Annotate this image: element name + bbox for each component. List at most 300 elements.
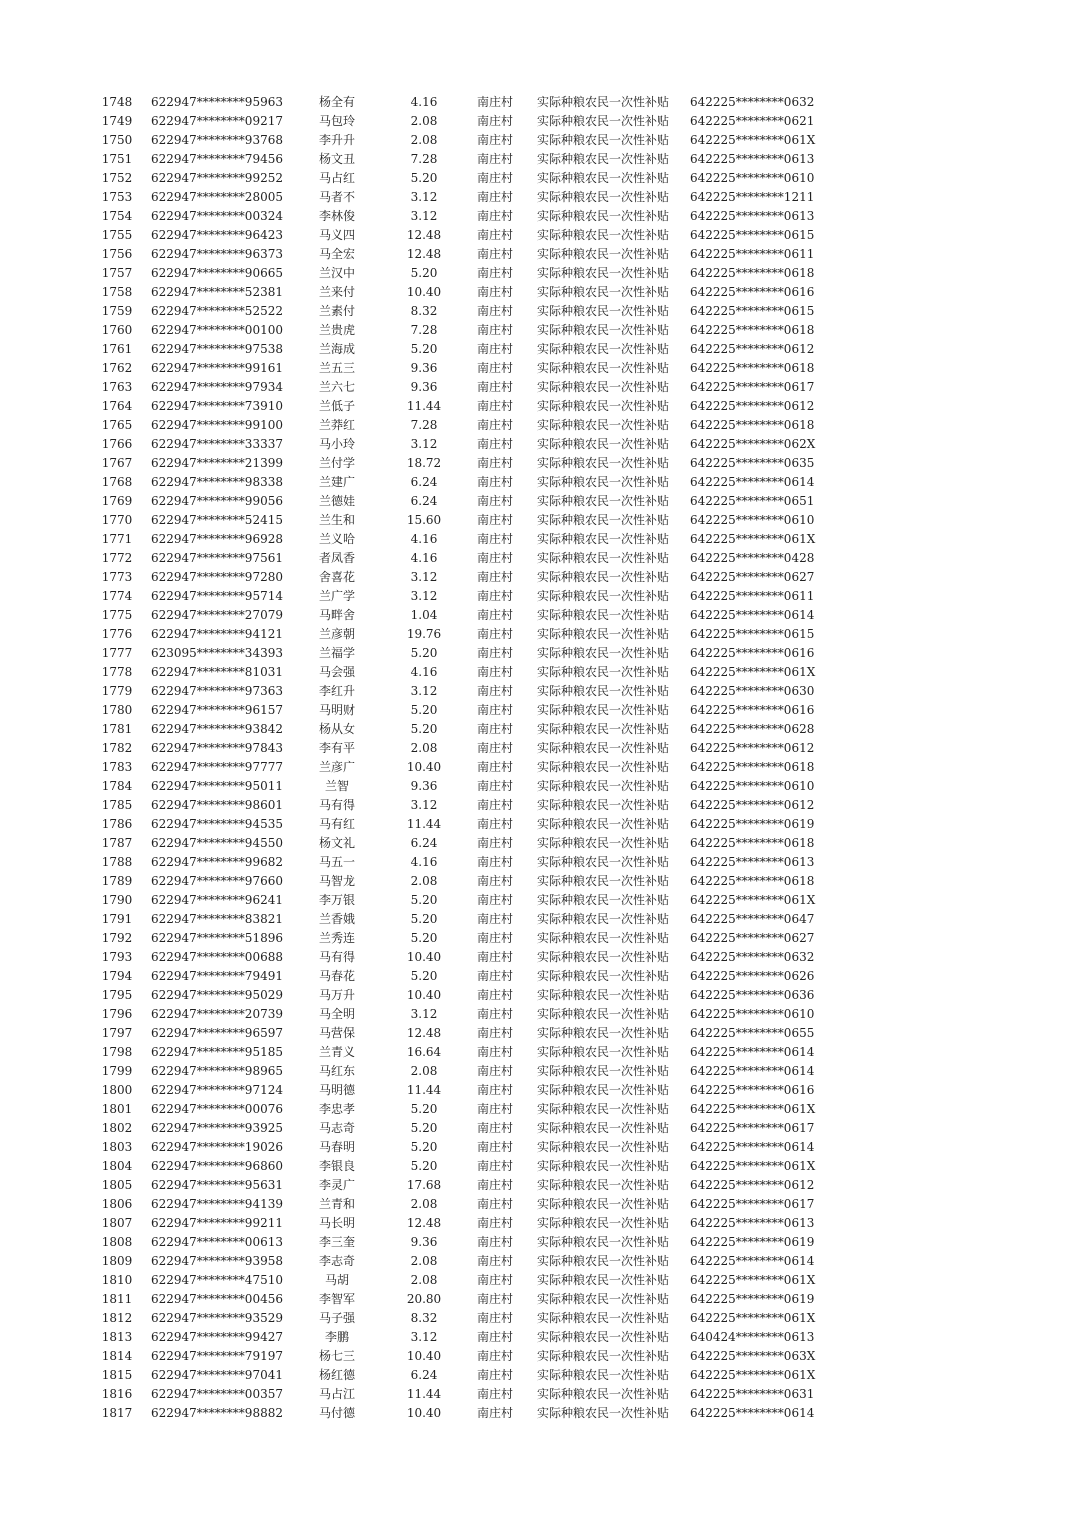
farmer-name: 李三奎 — [318, 1235, 355, 1249]
id-number: 642225********0614 — [690, 1140, 815, 1154]
farmer-name: 兰德娃 — [318, 494, 355, 508]
bank-account: 622947********93925 — [151, 1121, 283, 1135]
table-row — [0, 435, 1074, 454]
subsidy-type: 实际种粮农民一次性补贴 — [536, 570, 669, 584]
farmer-name: 马全宏 — [318, 247, 355, 261]
row-number: 1753 — [101, 190, 133, 204]
farmer-name: 马全明 — [318, 1007, 355, 1021]
village: 南庄村 — [476, 684, 513, 698]
row-number: 1796 — [101, 1007, 133, 1021]
id-number: 642225********0619 — [690, 1235, 815, 1249]
row-number: 1782 — [101, 741, 133, 755]
subsidy-type: 实际种粮农民一次性补贴 — [536, 190, 669, 204]
farmer-name: 马红东 — [318, 1064, 355, 1078]
row-number: 1777 — [101, 646, 133, 660]
village: 南庄村 — [476, 475, 513, 489]
bank-account: 622947********51896 — [151, 931, 283, 945]
village: 南庄村 — [476, 665, 513, 679]
subsidy-amount: 7.28 — [410, 152, 438, 166]
subsidy-amount: 8.32 — [410, 304, 438, 318]
table-row — [0, 1176, 1074, 1195]
row-number: 1748 — [101, 95, 133, 109]
row-number: 1761 — [101, 342, 133, 356]
subsidy-type: 实际种粮农民一次性补贴 — [536, 1102, 669, 1116]
table-row — [0, 454, 1074, 473]
bank-account: 622947********99161 — [151, 361, 283, 375]
id-number: 642225********0619 — [690, 1292, 815, 1306]
farmer-name: 兰青和 — [318, 1197, 355, 1211]
row-number: 1750 — [101, 133, 133, 147]
row-number: 1785 — [101, 798, 133, 812]
id-number: 642225********0631 — [690, 1387, 815, 1401]
id-number: 642225********0611 — [690, 247, 815, 261]
farmer-name: 马营保 — [318, 1026, 355, 1040]
id-number: 642225********061X — [690, 1102, 816, 1116]
subsidy-amount: 5.20 — [410, 1121, 438, 1135]
row-number: 1805 — [101, 1178, 133, 1192]
table-row — [0, 321, 1074, 340]
id-number: 642225********0615 — [690, 627, 815, 641]
subsidy-type: 实际种粮农民一次性补贴 — [536, 551, 669, 565]
table-row — [0, 112, 1074, 131]
subsidy-type: 实际种粮农民一次性补贴 — [536, 1159, 669, 1173]
farmer-name: 马万升 — [318, 988, 355, 1002]
subsidy-type: 实际种粮农民一次性补贴 — [536, 285, 669, 299]
row-number: 1779 — [101, 684, 133, 698]
farmer-name: 兰生和 — [318, 513, 355, 527]
row-number: 1780 — [101, 703, 133, 717]
village: 南庄村 — [476, 1292, 513, 1306]
subsidy-amount: 11.44 — [406, 817, 442, 831]
table-row — [0, 169, 1074, 188]
farmer-name: 马长明 — [318, 1216, 355, 1230]
farmer-name: 马有红 — [318, 817, 355, 831]
subsidy-amount: 4.16 — [410, 551, 438, 565]
id-number: 642225********0610 — [690, 779, 815, 793]
subsidy-type: 实际种粮农民一次性补贴 — [536, 437, 669, 451]
table-row — [0, 701, 1074, 720]
subsidy-type: 实际种粮农民一次性补贴 — [536, 95, 669, 109]
row-number: 1803 — [101, 1140, 133, 1154]
row-number: 1802 — [101, 1121, 133, 1135]
village: 南庄村 — [476, 266, 513, 280]
row-number: 1816 — [101, 1387, 133, 1401]
bank-account: 622947********52415 — [151, 513, 283, 527]
village: 南庄村 — [476, 931, 513, 945]
id-number: 642225********0618 — [690, 266, 815, 280]
bank-account: 622947********97280 — [151, 570, 283, 584]
bank-account: 622947********96928 — [151, 532, 283, 546]
row-number: 1815 — [101, 1368, 133, 1382]
subsidy-amount: 10.40 — [406, 1349, 442, 1363]
row-number: 1766 — [101, 437, 133, 451]
village: 南庄村 — [476, 1254, 513, 1268]
table-row — [0, 1005, 1074, 1024]
id-number: 642225********0615 — [690, 304, 815, 318]
subsidy-type: 实际种粮农民一次性补贴 — [536, 1026, 669, 1040]
farmer-name: 兰青义 — [318, 1045, 355, 1059]
farmer-name: 兰汉中 — [318, 266, 355, 280]
id-number: 642225********0655 — [690, 1026, 815, 1040]
row-number: 1752 — [101, 171, 133, 185]
subsidy-type: 实际种粮农民一次性补贴 — [536, 209, 669, 223]
row-number: 1792 — [101, 931, 133, 945]
village: 南庄村 — [476, 1216, 513, 1230]
village: 南庄村 — [476, 817, 513, 831]
table-row — [0, 625, 1074, 644]
farmer-name: 马智龙 — [318, 874, 355, 888]
table-row — [0, 891, 1074, 910]
farmer-name: 马有得 — [318, 950, 355, 964]
subsidy-type: 实际种粮农民一次性补贴 — [536, 1349, 669, 1363]
table-row — [0, 872, 1074, 891]
table-row — [0, 1385, 1074, 1404]
subsidy-amount: 15.60 — [406, 513, 442, 527]
subsidy-type: 实际种粮农民一次性补贴 — [536, 494, 669, 508]
row-number: 1776 — [101, 627, 133, 641]
table-row — [0, 1138, 1074, 1157]
bank-account: 622947********97934 — [151, 380, 283, 394]
bank-account: 622947********28005 — [151, 190, 283, 204]
farmer-name: 马占红 — [318, 171, 355, 185]
table-row — [0, 207, 1074, 226]
row-number: 1757 — [101, 266, 133, 280]
subsidy-amount: 11.44 — [406, 1083, 442, 1097]
subsidy-amount: 10.40 — [406, 760, 442, 774]
row-number: 1795 — [101, 988, 133, 1002]
farmer-name: 马明德 — [318, 1083, 355, 1097]
village: 南庄村 — [476, 608, 513, 622]
subsidy-type: 实际种粮农民一次性补贴 — [536, 665, 669, 679]
subsidy-amount: 2.08 — [410, 1254, 438, 1268]
row-number: 1790 — [101, 893, 133, 907]
subsidy-amount: 5.20 — [410, 646, 438, 660]
id-number: 642225********061X — [690, 665, 816, 679]
bank-account: 622947********90665 — [151, 266, 283, 280]
village: 南庄村 — [476, 437, 513, 451]
table-row — [0, 1195, 1074, 1214]
subsidy-type: 实际种粮农民一次性补贴 — [536, 684, 669, 698]
table-row — [0, 188, 1074, 207]
row-number: 1793 — [101, 950, 133, 964]
subsidy-type: 实际种粮农民一次性补贴 — [536, 1216, 669, 1230]
table-row — [0, 758, 1074, 777]
farmer-name: 兰贵虎 — [318, 323, 355, 337]
id-number: 642225********0618 — [690, 874, 815, 888]
subsidy-type: 实际种粮农民一次性补贴 — [536, 342, 669, 356]
subsidy-type: 实际种粮农民一次性补贴 — [536, 817, 669, 831]
village: 南庄村 — [476, 285, 513, 299]
bank-account: 622947********96373 — [151, 247, 283, 261]
farmer-name: 者凤香 — [318, 551, 355, 565]
subsidy-type: 实际种粮农民一次性补贴 — [536, 1387, 669, 1401]
bank-account: 622947********95631 — [151, 1178, 283, 1192]
row-number: 1809 — [101, 1254, 133, 1268]
table-row — [0, 131, 1074, 150]
bank-account: 622947********98965 — [151, 1064, 283, 1078]
village: 南庄村 — [476, 95, 513, 109]
bank-account: 622947********79197 — [151, 1349, 283, 1363]
bank-account: 622947********99252 — [151, 171, 283, 185]
bank-account: 622947********97363 — [151, 684, 283, 698]
farmer-name: 马小玲 — [318, 437, 355, 451]
subsidy-amount: 16.64 — [406, 1045, 442, 1059]
subsidy-type: 实际种粮农民一次性补贴 — [536, 874, 669, 888]
farmer-name: 兰秀连 — [318, 931, 355, 945]
table-row — [0, 359, 1074, 378]
id-number: 642225********0618 — [690, 361, 815, 375]
bank-account: 622947********09217 — [151, 114, 283, 128]
farmer-name: 马付德 — [318, 1406, 355, 1420]
subsidy-type: 实际种粮农民一次性补贴 — [536, 247, 669, 261]
row-number: 1755 — [101, 228, 133, 242]
bank-account: 622947********00688 — [151, 950, 283, 964]
bank-account: 622947********52522 — [151, 304, 283, 318]
farmer-name: 兰彦广 — [318, 760, 355, 774]
id-number: 642225********0628 — [690, 722, 815, 736]
id-number: 642225********0612 — [690, 399, 815, 413]
bank-account: 622947********00076 — [151, 1102, 283, 1116]
bank-account: 622947********33337 — [151, 437, 283, 451]
subsidy-type: 实际种粮农民一次性补贴 — [536, 779, 669, 793]
village: 南庄村 — [476, 760, 513, 774]
subsidy-amount: 3.12 — [410, 437, 438, 451]
subsidy-type: 实际种粮农民一次性补贴 — [536, 380, 669, 394]
id-number: 642225********0618 — [690, 418, 815, 432]
row-number: 1781 — [101, 722, 133, 736]
village: 南庄村 — [476, 703, 513, 717]
id-number: 642225********061X — [690, 893, 816, 907]
subsidy-type: 实际种粮农民一次性补贴 — [536, 152, 669, 166]
bank-account: 622947********97843 — [151, 741, 283, 755]
id-number: 642225********0612 — [690, 798, 815, 812]
subsidy-amount: 20.80 — [406, 1292, 442, 1306]
bank-account: 622947********95185 — [151, 1045, 283, 1059]
subsidy-type: 实际种粮农民一次性补贴 — [536, 1330, 669, 1344]
row-number: 1756 — [101, 247, 133, 261]
village: 南庄村 — [476, 361, 513, 375]
village: 南庄村 — [476, 114, 513, 128]
table-row — [0, 1347, 1074, 1366]
row-number: 1769 — [101, 494, 133, 508]
subsidy-amount: 5.20 — [410, 893, 438, 907]
row-number: 1751 — [101, 152, 133, 166]
subsidy-amount: 6.24 — [410, 475, 438, 489]
farmer-name: 兰香娥 — [318, 912, 355, 926]
bank-account: 622947********97538 — [151, 342, 283, 356]
farmer-name: 马占江 — [318, 1387, 355, 1401]
bank-account: 622947********99100 — [151, 418, 283, 432]
farmer-name: 马志奇 — [318, 1121, 355, 1135]
table-row — [0, 397, 1074, 416]
table-row — [0, 720, 1074, 739]
table-row — [0, 511, 1074, 530]
subsidy-type: 实际种粮农民一次性补贴 — [536, 266, 669, 280]
bank-account: 622947********81031 — [151, 665, 283, 679]
village: 南庄村 — [476, 1406, 513, 1420]
village: 南庄村 — [476, 304, 513, 318]
subsidy-amount: 17.68 — [406, 1178, 442, 1192]
bank-account: 622947********21399 — [151, 456, 283, 470]
farmer-name: 兰六七 — [318, 380, 355, 394]
village: 南庄村 — [476, 228, 513, 242]
subsidy-type: 实际种粮农民一次性补贴 — [536, 893, 669, 907]
id-number: 642225********0614 — [690, 1045, 815, 1059]
subsidy-type: 实际种粮农民一次性补贴 — [536, 418, 669, 432]
row-number: 1768 — [101, 475, 133, 489]
village: 南庄村 — [476, 1140, 513, 1154]
bank-account: 622947********93842 — [151, 722, 283, 736]
id-number: 642225********0618 — [690, 760, 815, 774]
table-row — [0, 226, 1074, 245]
village: 南庄村 — [476, 323, 513, 337]
bank-account: 622947********79491 — [151, 969, 283, 983]
bank-account: 622947********95029 — [151, 988, 283, 1002]
farmer-name: 李鹏 — [324, 1330, 349, 1344]
subsidy-type: 实际种粮农民一次性补贴 — [536, 855, 669, 869]
farmer-name: 马会强 — [318, 665, 355, 679]
subsidy-type: 实际种粮农民一次性补贴 — [536, 760, 669, 774]
table-row — [0, 1119, 1074, 1138]
subsidy-amount: 12.48 — [406, 1026, 442, 1040]
bank-account: 622947********96597 — [151, 1026, 283, 1040]
village: 南庄村 — [476, 1007, 513, 1021]
village: 南庄村 — [476, 646, 513, 660]
subsidy-amount: 12.48 — [406, 247, 442, 261]
subsidy-type: 实际种粮农民一次性补贴 — [536, 228, 669, 242]
subsidy-type: 实际种粮农民一次性补贴 — [536, 532, 669, 546]
farmer-name: 李升升 — [318, 133, 355, 147]
subsidy-amount: 5.20 — [410, 1159, 438, 1173]
subsidy-type: 实际种粮农民一次性补贴 — [536, 456, 669, 470]
table-row — [0, 967, 1074, 986]
row-number: 1811 — [101, 1292, 133, 1306]
table-row — [0, 948, 1074, 967]
farmer-name: 李万银 — [318, 893, 355, 907]
village: 南庄村 — [476, 513, 513, 527]
subsidy-type: 实际种粮农民一次性补贴 — [536, 703, 669, 717]
village: 南庄村 — [476, 912, 513, 926]
id-number: 642225********0616 — [690, 703, 815, 717]
farmer-name: 马有得 — [318, 798, 355, 812]
row-number: 1797 — [101, 1026, 133, 1040]
subsidy-type: 实际种粮农民一次性补贴 — [536, 988, 669, 1002]
bank-account: 622947********19026 — [151, 1140, 283, 1154]
id-number: 642225********0616 — [690, 1083, 815, 1097]
farmer-name: 兰来付 — [318, 285, 355, 299]
bank-account: 622947********97041 — [151, 1368, 283, 1382]
subsidy-type: 实际种粮农民一次性补贴 — [536, 608, 669, 622]
id-number: 642225********0614 — [690, 475, 815, 489]
subsidy-type: 实际种粮农民一次性补贴 — [536, 513, 669, 527]
table-row — [0, 1290, 1074, 1309]
bank-account: 622947********95714 — [151, 589, 283, 603]
village: 南庄村 — [476, 1083, 513, 1097]
bank-account: 622947********00357 — [151, 1387, 283, 1401]
village: 南庄村 — [476, 1197, 513, 1211]
bank-account: 622947********96157 — [151, 703, 283, 717]
table-row — [0, 853, 1074, 872]
farmer-name: 李志奇 — [318, 1254, 355, 1268]
bank-account: 622947********94550 — [151, 836, 283, 850]
id-number: 642225********0617 — [690, 1197, 815, 1211]
table-row — [0, 283, 1074, 302]
farmer-name: 兰付学 — [318, 456, 355, 470]
subsidy-table — [0, 93, 1074, 1423]
id-number: 642225********0647 — [690, 912, 815, 926]
subsidy-amount: 3.12 — [410, 570, 438, 584]
village: 南庄村 — [476, 399, 513, 413]
table-row — [0, 530, 1074, 549]
subsidy-type: 实际种粮农民一次性补贴 — [536, 1178, 669, 1192]
bank-account: 622947********94139 — [151, 1197, 283, 1211]
subsidy-type: 实际种粮农民一次性补贴 — [536, 1007, 669, 1021]
subsidy-amount: 5.20 — [410, 266, 438, 280]
farmer-name: 兰莽红 — [318, 418, 355, 432]
bank-account: 622947********93529 — [151, 1311, 283, 1325]
village: 南庄村 — [476, 1311, 513, 1325]
table-row — [0, 340, 1074, 359]
village: 南庄村 — [476, 1045, 513, 1059]
bank-account: 622947********96241 — [151, 893, 283, 907]
table-row — [0, 910, 1074, 929]
subsidy-type: 实际种粮农民一次性补贴 — [536, 1406, 669, 1420]
subsidy-amount: 10.40 — [406, 1406, 442, 1420]
bank-account: 622947********95011 — [151, 779, 283, 793]
subsidy-type: 实际种粮农民一次性补贴 — [536, 1045, 669, 1059]
table-row — [0, 1233, 1074, 1252]
table-row — [0, 245, 1074, 264]
subsidy-amount: 5.20 — [410, 931, 438, 945]
table-row — [0, 796, 1074, 815]
farmer-name: 杨从女 — [318, 722, 355, 736]
farmer-name: 马春花 — [318, 969, 355, 983]
subsidy-type: 实际种粮农民一次性补贴 — [536, 627, 669, 641]
id-number: 642225********0612 — [690, 342, 815, 356]
bank-account: 622947********95963 — [151, 95, 283, 109]
village: 南庄村 — [476, 950, 513, 964]
village: 南庄村 — [476, 741, 513, 755]
subsidy-type: 实际种粮农民一次性补贴 — [536, 1197, 669, 1211]
farmer-name: 杨文丑 — [318, 152, 355, 166]
subsidy-amount: 2.08 — [410, 133, 438, 147]
bank-account: 622947********99211 — [151, 1216, 283, 1230]
subsidy-amount: 18.72 — [406, 456, 442, 470]
id-number: 642225********0613 — [690, 855, 815, 869]
farmer-name: 兰福学 — [318, 646, 355, 660]
table-row — [0, 1081, 1074, 1100]
row-number: 1760 — [101, 323, 133, 337]
table-row — [0, 739, 1074, 758]
subsidy-amount: 2.08 — [410, 874, 438, 888]
subsidy-amount: 5.20 — [410, 969, 438, 983]
farmer-name: 李林俊 — [318, 209, 355, 223]
table-row — [0, 302, 1074, 321]
row-number: 1799 — [101, 1064, 133, 1078]
id-number: 642225********0611 — [690, 589, 815, 603]
bank-account: 622947********99427 — [151, 1330, 283, 1344]
farmer-name: 兰彦朝 — [318, 627, 355, 641]
id-number: 642225********0632 — [690, 95, 815, 109]
village: 南庄村 — [476, 1178, 513, 1192]
table-row — [0, 929, 1074, 948]
bank-account: 622947********00613 — [151, 1235, 283, 1249]
bank-account: 622947********98601 — [151, 798, 283, 812]
row-number: 1791 — [101, 912, 133, 926]
subsidy-amount: 2.08 — [410, 741, 438, 755]
subsidy-amount: 9.36 — [410, 779, 438, 793]
subsidy-amount: 5.20 — [410, 1102, 438, 1116]
